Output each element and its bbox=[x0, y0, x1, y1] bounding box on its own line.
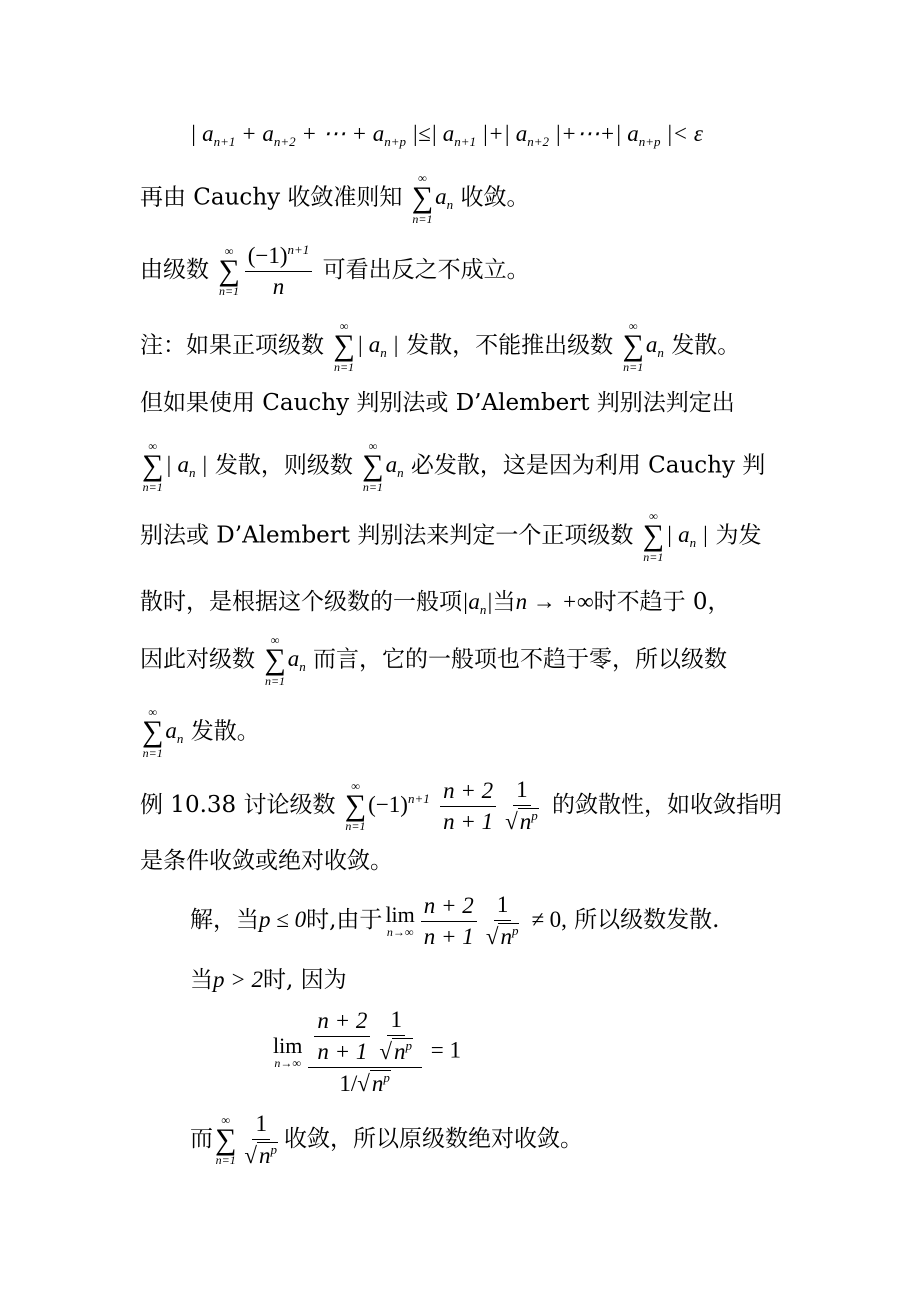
paragraph-line: 因此对级数 ∞ ∑ n=1 $a_n$ 而言，它的一般项也不趋于零，所以级数 bbox=[140, 633, 728, 688]
text-segment: 但如果使用 Cauchy 判别法或 D’Alembert 判别法判定出 bbox=[140, 390, 735, 416]
text-segment: 的敛散性，如收敛指明 bbox=[552, 792, 783, 819]
text-segment: 收敛。 bbox=[460, 184, 530, 211]
example-heading-line: 例 10.38 讨论级数 ∞ ∑ n=1 $(-1)^{n+1}$ $\frac{n + 2}{n + 1}$ $\frac{1}{√n^p}$ 的敛散性，如收敛指明 bbox=[140, 777, 783, 835]
text-segment: 而言，它的一般项也不趋于零，所以级数 bbox=[313, 646, 728, 673]
paragraph-line: 当p > 2时, 因为 bbox=[190, 967, 347, 993]
summation-symbol: ∞ ∑ n=1 bbox=[333, 319, 355, 374]
text-segment: 而 bbox=[190, 1126, 213, 1153]
paragraph-line: 散时，是根据这个级数的一般项$|a_n|$当n → +∞时不趋于 0， bbox=[140, 589, 731, 617]
summation-symbol: ∞ ∑ n=1 bbox=[215, 1112, 237, 1168]
text-segment: 发散。 bbox=[190, 718, 260, 745]
inequality-formula: | $a_{n+1} + a_{n+2}$ + ⋯ + $a_{n+p}$ |≤| $a_{n+1}$ |+| $a_{n+2}$ |+⋯+| $a_{n+p}$ |< ε bbox=[190, 121, 703, 149]
text-segment: 是条件收敛或绝对收敛。 bbox=[140, 848, 393, 874]
text-segment: 时不趋于 0， bbox=[593, 589, 731, 615]
summation-symbol: ∞ ∑ n=1 bbox=[142, 439, 164, 494]
paragraph-line bbox=[140, 850, 393, 873]
paragraph-line: ∞ ∑ n=1 $a_n$ 发散。 bbox=[142, 705, 260, 760]
summation-symbol: ∞ ∑ n=1 bbox=[411, 171, 434, 226]
text-segment: 解，当 bbox=[190, 907, 259, 934]
paragraph-line: 别法或 D’Alembert 判别法来判定一个正项级数 ∞ ∑ n=1 | $a_n$ | 为发 bbox=[140, 509, 762, 564]
text-segment: 发散。 bbox=[671, 332, 741, 359]
summation-symbol: ∞ ∑ n=1 bbox=[142, 705, 164, 760]
summation-symbol: ∞ ∑ n=1 bbox=[264, 633, 286, 688]
text-segment: 所以级数发散. bbox=[574, 907, 720, 934]
summation-symbol: ∞ ∑ n=1 bbox=[642, 509, 665, 564]
summation-symbol: ∞ ∑ n=1 bbox=[218, 243, 240, 299]
conclusion-line bbox=[190, 1112, 583, 1168]
text-segment: 当 bbox=[190, 967, 213, 993]
text-segment: 必发散，这是因为利用 Cauchy 判 bbox=[410, 452, 766, 479]
fraction: $\frac{n + 2}{n + 1}$ bbox=[440, 779, 496, 834]
note-line: 注：如果正项级数 ∞ ∑ n=1 | $a_n$ | 发散，不能推出级数 ∞ ∑ n=1 $a_n$ 发散。 bbox=[140, 319, 741, 374]
limit-operator: lim n→∞ bbox=[273, 1033, 303, 1071]
summation-symbol: ∞ ∑ n=1 bbox=[344, 778, 367, 834]
text-segment: 由级数 bbox=[140, 257, 209, 284]
text-segment: 再由 Cauchy 收敛准则知 bbox=[140, 184, 403, 211]
summation-symbol: ∞ ∑ n=1 bbox=[362, 439, 384, 494]
paragraph-line: ∞ ∑ n=1 | $a_n$ | 发散，则级数 ∞ ∑ n=1 $a_n$ 必发散，这是因为利用 Cauchy 判 bbox=[142, 439, 766, 494]
text-segment: 因此对级数 bbox=[140, 646, 255, 673]
fraction: $\frac{1}{√n^p}$ bbox=[505, 777, 538, 835]
counterexample-line bbox=[140, 243, 530, 299]
text-segment: 时,由于 bbox=[306, 907, 383, 934]
text-segment: 时, 因为 bbox=[263, 967, 347, 993]
fraction: $\frac{1}{√n^p}$ bbox=[485, 892, 519, 950]
text-segment: 例 10.38 讨论级数 bbox=[140, 792, 336, 819]
paragraph-line bbox=[140, 392, 735, 415]
text-segment: 收敛，所以原级数绝对收敛。 bbox=[284, 1126, 584, 1153]
text-segment: 为发 bbox=[715, 522, 762, 549]
cauchy-criterion-line: 再由 Cauchy 收敛准则知 ∞ ∑ n=1 $a_n$ 收敛。 bbox=[140, 171, 530, 226]
limit-comparison-formula: lim n→∞ $\frac{n + 2}{n + 1}$ $\frac{1}{√n^p}$ $1/√n^p$ = 1 bbox=[273, 1007, 461, 1097]
solution-line: 解，当p ≤ 0时,由于 lim n→∞ $\frac{n + 2}{n + 1}$ $\frac{1}{√n^p}$ ≠ 0, 所以级数发散. bbox=[190, 892, 720, 950]
text-segment: 发散，不能推出级数 bbox=[406, 332, 614, 359]
text-segment: 散时，是根据这个级数的一般项 bbox=[140, 589, 462, 615]
text-segment: 发散，则级数 bbox=[214, 452, 353, 479]
text-segment: 注：如果正项级数 bbox=[140, 332, 324, 359]
text-segment: 当 bbox=[492, 589, 516, 615]
fraction: $\frac{1}{√n^p}$ bbox=[244, 1111, 278, 1169]
fraction: $\frac{n + 2}{n + 1}$ bbox=[421, 894, 477, 949]
text-segment: 可看出反之不成立。 bbox=[322, 257, 530, 284]
limit-operator: lim n→∞ bbox=[385, 902, 415, 940]
fraction: $\frac{(-1)^{n+1}}{n}$ bbox=[245, 243, 313, 299]
summation-symbol: ∞ ∑ n=1 bbox=[622, 319, 644, 374]
compound-fraction: $\frac{n + 2}{n + 1}$ $\frac{1}{√n^p}$ $1/√n^p$ bbox=[308, 1008, 422, 1096]
text-segment: 别法或 D’Alembert 判别法来判定一个正项级数 bbox=[140, 522, 634, 549]
